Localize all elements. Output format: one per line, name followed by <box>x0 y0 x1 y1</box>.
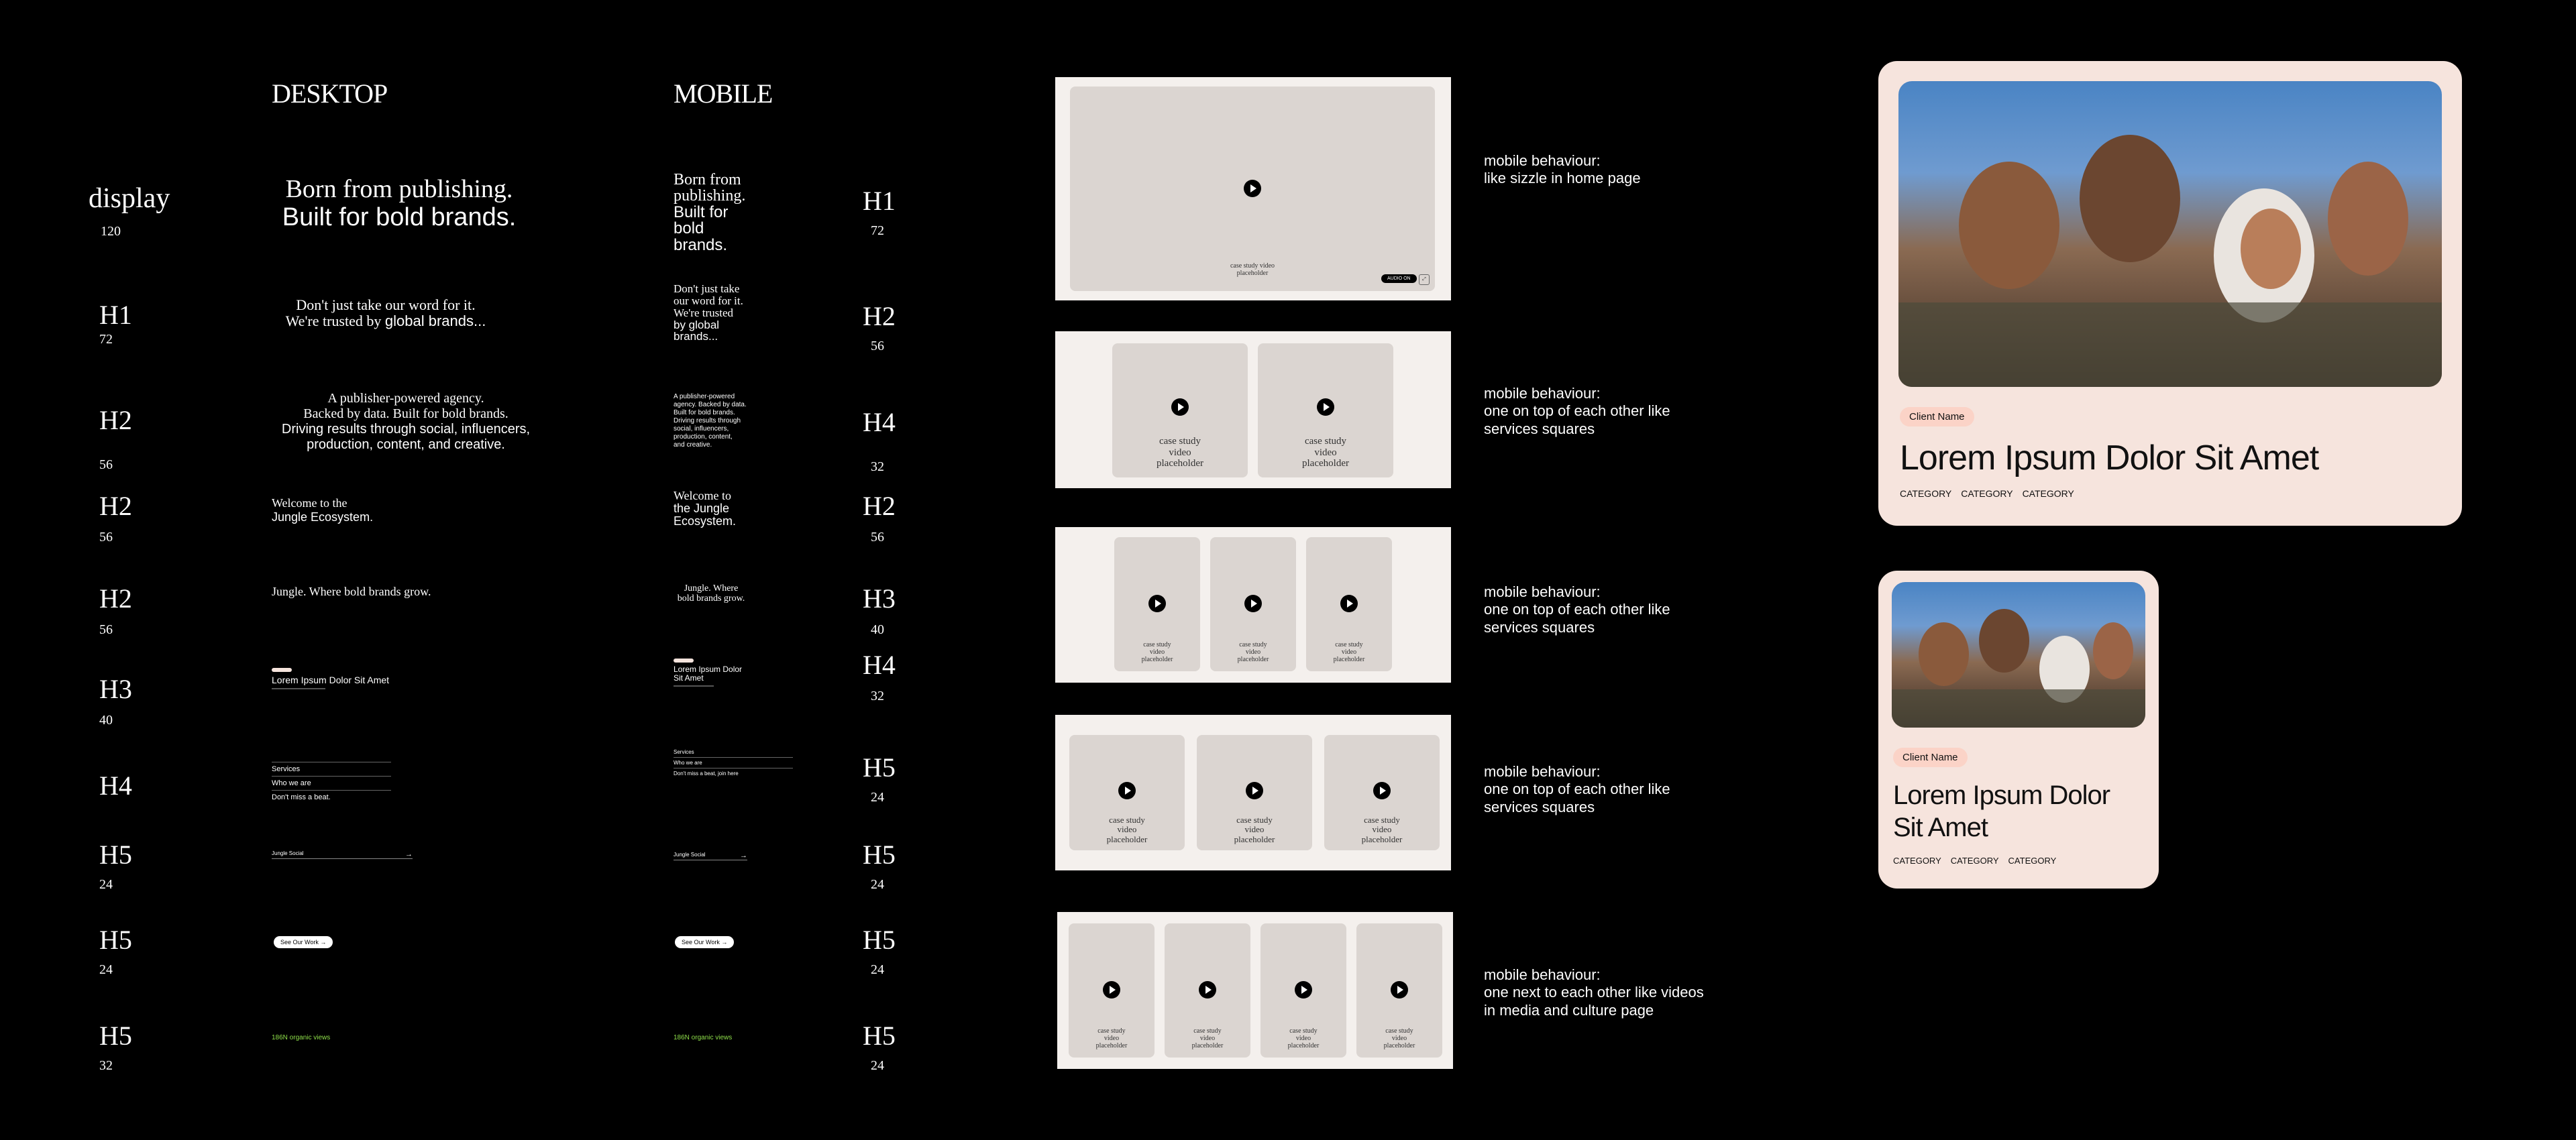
play-icon[interactable] <box>1199 981 1216 999</box>
card-image <box>1898 81 2442 387</box>
agency-line: Driving results through social, influencers, <box>281 422 531 437</box>
behaviour-note <box>1484 385 1670 438</box>
agency-line: Driving results through <box>674 417 741 424</box>
welcome-line: Welcome to the <box>272 496 347 510</box>
mini-categories <box>674 685 714 687</box>
card-title-line: Lorem Ipsum Dolor <box>1893 781 2110 810</box>
label-size: 40 <box>99 713 113 728</box>
label-h3 <box>99 676 132 727</box>
category-tag[interactable]: CATEGORY <box>1961 488 2013 499</box>
hero-line: bold <box>674 219 704 238</box>
welcome-line: Jungle Ecosystem. <box>272 510 374 524</box>
label-name: H5 <box>863 1021 896 1051</box>
video-panel-two <box>1055 331 1451 488</box>
play-icon[interactable] <box>1246 782 1263 799</box>
label-size: 32 <box>871 689 884 703</box>
client-pill: Client Name <box>1893 748 1968 767</box>
arrow-right-icon: → <box>320 939 327 946</box>
label-name: H5 <box>99 925 132 955</box>
welcome-line: Ecosystem. <box>674 514 737 528</box>
label-h5 <box>99 1023 132 1072</box>
photo-subject <box>2328 162 2408 276</box>
video-placeholder[interactable] <box>1324 735 1440 850</box>
label-size: 24 <box>99 877 113 892</box>
category-tag[interactable]: CATEGORY <box>1950 856 1999 866</box>
note-line: services squares <box>1484 618 1595 636</box>
mobile-social-link[interactable] <box>674 852 747 860</box>
note-line: mobile behaviour: <box>1484 385 1601 402</box>
label-size: 56 <box>99 530 113 545</box>
placeholder-text: case study video placeholder <box>1095 1027 1128 1049</box>
label-name: H4 <box>863 407 896 437</box>
label-h2 <box>99 493 132 544</box>
video-placeholder[interactable] <box>1258 343 1393 477</box>
placeholder-text: case study video placeholder <box>1191 1027 1224 1049</box>
trusted-line: our word for it. <box>674 294 743 307</box>
fullscreen-icon[interactable]: ⤢ <box>1419 274 1430 285</box>
mobile-heading: MOBILE <box>674 78 773 109</box>
label-h5 <box>863 1023 896 1072</box>
label-name: H3 <box>863 583 896 614</box>
label-name: H5 <box>863 840 896 870</box>
behaviour-note <box>1484 763 1670 816</box>
case-study-card-small[interactable] <box>1878 571 2159 889</box>
desktop-see-work-button[interactable] <box>274 936 333 948</box>
label-size: 32 <box>871 459 884 474</box>
desktop-tagline: Jungle. Where bold brands grow. <box>272 585 431 598</box>
video-panel-four <box>1057 912 1453 1069</box>
label-h2 <box>99 585 132 636</box>
video-placeholder[interactable] <box>1069 923 1155 1058</box>
label-h5 <box>99 842 132 891</box>
welcome-line: the Jungle <box>674 501 730 515</box>
label-name: H2 <box>99 583 132 614</box>
audio-toggle-button[interactable]: AUDIO ON <box>1381 274 1417 283</box>
label-h4 <box>863 652 896 703</box>
label-h3 <box>863 585 896 636</box>
mobile-menu <box>674 747 793 779</box>
note-line: one on top of each other like <box>1484 781 1670 798</box>
label-size: 24 <box>871 790 884 805</box>
label-size: 56 <box>871 530 884 545</box>
category-tag[interactable]: CATEGORY <box>2008 856 2057 866</box>
label-name: H5 <box>863 752 896 783</box>
photo-clothing <box>1898 302 2442 387</box>
category-tag[interactable]: CATEGORY <box>1893 856 1941 866</box>
trusted-line: brands... <box>674 330 718 343</box>
card-categories <box>1900 488 2084 499</box>
mobile-trusted <box>674 283 743 343</box>
label-size: 24 <box>871 1058 884 1073</box>
video-panel-single <box>1055 77 1451 300</box>
welcome-line: Welcome to <box>674 489 732 502</box>
label-h5 <box>863 927 896 976</box>
placeholder-text: case study video placeholder <box>1106 815 1148 844</box>
label-size: 56 <box>99 457 113 472</box>
video-placeholder[interactable] <box>1069 735 1185 850</box>
desktop-agency <box>272 391 540 453</box>
menu-item-services[interactable]: Services <box>674 749 694 755</box>
photo-subject <box>2080 135 2180 262</box>
trusted-line: Don't just take our word for it. <box>296 296 476 313</box>
photo-clothing <box>1892 689 2145 728</box>
placeholder-text: case study video placeholder <box>1234 815 1275 844</box>
mini-card-title: Lorem Ipsum Dolor Sit Amet <box>272 675 390 685</box>
label-h5 <box>863 842 896 891</box>
label-h2 <box>863 303 896 353</box>
card-title <box>1893 779 2110 844</box>
desktop-stat: 186N organic views <box>272 1034 331 1041</box>
trusted-line: We're trusted <box>674 306 734 319</box>
video-placeholder[interactable] <box>1165 923 1250 1058</box>
mini-client-pill <box>674 659 694 663</box>
card-categories <box>1893 856 2065 866</box>
label-h4 <box>863 409 896 473</box>
agency-line: A publisher-powered <box>674 393 735 400</box>
play-icon[interactable] <box>1244 180 1261 197</box>
mobile-mini-card <box>674 659 742 687</box>
desktop-social-link[interactable] <box>272 850 413 859</box>
play-icon[interactable] <box>1391 981 1408 999</box>
label-size: 24 <box>871 962 884 977</box>
trusted-line: Don't just take <box>674 282 740 295</box>
placeholder-text: case study video placeholder <box>1287 1027 1320 1049</box>
tagline-line: bold brands grow. <box>677 593 745 604</box>
label-name: H4 <box>863 650 896 680</box>
play-icon[interactable] <box>1148 595 1166 612</box>
desktop-heading: DESKTOP <box>272 78 388 109</box>
hero-line: publishing. <box>674 187 746 205</box>
mobile-welcome <box>674 490 736 528</box>
photo-subject <box>1979 609 2029 673</box>
label-size: 40 <box>871 622 884 637</box>
mini-card-title-line: Sit Amet <box>674 673 704 683</box>
agency-line: Built for bold brands. <box>674 409 735 416</box>
arrow-right-icon: → <box>405 850 413 858</box>
label-size: 24 <box>99 962 113 977</box>
menu-item-who-we-are[interactable]: Who we are <box>674 757 793 768</box>
case-study-card-large[interactable] <box>1878 61 2462 526</box>
category-tag[interactable]: CATEGORY <box>1900 488 1952 499</box>
note-line: like sizzle in home page <box>1484 170 1641 187</box>
hero-line: Born from publishing. <box>285 175 513 203</box>
desktop-mini-card <box>272 668 389 689</box>
label-display <box>89 184 170 238</box>
placeholder-text: case study video placeholder <box>1361 815 1403 844</box>
menu-item-services[interactable]: Services <box>272 762 391 776</box>
video-placeholder[interactable] <box>1114 537 1200 671</box>
placeholder-text: case study video placeholder <box>1333 641 1365 663</box>
video-placeholder[interactable] <box>1306 537 1392 671</box>
placeholder-text: case study video placeholder <box>1302 436 1349 469</box>
label-size: 72 <box>871 223 884 238</box>
video-placeholder[interactable] <box>1210 537 1296 671</box>
arrow-right-icon: → <box>721 939 728 946</box>
label-size: 24 <box>871 877 884 892</box>
card-title: Lorem Ipsum Dolor Sit Amet <box>1900 439 2319 477</box>
note-line: mobile behaviour: <box>1484 763 1601 780</box>
label-h1 <box>863 188 896 237</box>
hero-line: Built for <box>674 203 729 221</box>
tagline-line: Jungle. Where <box>684 583 739 593</box>
social-link-label: Jungle Social <box>674 852 706 858</box>
social-link-label: Jungle Social <box>272 850 304 856</box>
agency-line: social, influencers, <box>674 425 729 433</box>
agency-line: Backed by data. Built for bold brands. <box>303 406 508 421</box>
play-icon[interactable] <box>1295 981 1312 999</box>
note-line: one on top of each other like <box>1484 402 1670 420</box>
label-name: H4 <box>99 771 132 801</box>
desktop-trusted <box>272 297 500 329</box>
placeholder-text: case study video placeholder <box>1237 641 1269 663</box>
video-placeholder[interactable] <box>1070 87 1435 291</box>
label-name: H5 <box>99 840 132 870</box>
label-name: H5 <box>863 925 896 955</box>
label-name: H1 <box>99 300 132 330</box>
label-h2 <box>863 493 896 544</box>
note-line: in media and culture page <box>1484 1001 1654 1019</box>
mobile-agency <box>674 393 747 449</box>
note-line: mobile behaviour: <box>1484 966 1601 983</box>
video-placeholder[interactable] <box>1260 923 1346 1058</box>
label-h5 <box>863 754 896 804</box>
label-name: H5 <box>99 1021 132 1051</box>
arrow-right-icon: → <box>740 852 747 860</box>
video-placeholder[interactable] <box>1197 735 1312 850</box>
agency-line: production, content, <box>674 433 733 441</box>
client-pill: Client Name <box>1900 407 1974 426</box>
placeholder-text: case study video placeholder <box>1141 641 1173 663</box>
mini-card-title <box>674 665 742 683</box>
label-h4 <box>99 773 132 799</box>
menu-dont-miss: Don't miss a beat. <box>272 793 331 801</box>
note-line: mobile behaviour: <box>1484 152 1601 169</box>
placeholder-text: case study video placeholder <box>1383 1027 1415 1049</box>
placeholder-text: case study video placeholder <box>1157 436 1203 469</box>
placeholder-text: case study video placeholder <box>1230 262 1275 277</box>
trusted-line: We're trusted by <box>285 312 385 330</box>
label-h5 <box>99 927 132 976</box>
play-icon[interactable] <box>1340 595 1358 612</box>
label-name: display <box>89 183 170 214</box>
label-name: H2 <box>863 301 896 331</box>
agency-line: A publisher-powered agency. <box>327 391 484 406</box>
hero-line: brands. <box>674 235 728 254</box>
play-icon[interactable] <box>1118 782 1136 799</box>
agency-line: and creative. <box>674 441 712 449</box>
card-title-line: Sit Amet <box>1893 813 1988 842</box>
behaviour-note <box>1484 152 1641 188</box>
agency-line: production, content, and creative. <box>307 437 505 452</box>
menu-item-who-we-are[interactable]: Who we are <box>272 776 391 791</box>
note-line: mobile behaviour: <box>1484 583 1601 600</box>
mini-card-title-line: Lorem Ipsum Dolor <box>674 665 743 674</box>
mini-client-pill <box>272 668 292 672</box>
photo-subject <box>2241 209 2301 289</box>
behaviour-note <box>1484 966 1704 1019</box>
label-h1 <box>99 302 132 346</box>
hero-line: Born from <box>674 171 741 188</box>
label-size: 72 <box>99 332 113 347</box>
card-image <box>1892 582 2145 728</box>
note-line: one next to each other like videos <box>1484 984 1704 1001</box>
desktop-welcome <box>272 496 373 524</box>
label-name: H2 <box>99 491 132 521</box>
play-icon[interactable] <box>1103 981 1120 999</box>
hero-line: Built for bold brands. <box>282 203 517 231</box>
video-placeholder[interactable] <box>1356 923 1442 1058</box>
mini-categories <box>272 688 325 689</box>
play-icon[interactable] <box>1317 398 1334 416</box>
agency-line: agency. Backed by data. <box>674 401 747 408</box>
note-line: one on top of each other like <box>1484 601 1670 618</box>
note-line: services squares <box>1484 420 1595 437</box>
trusted-line: by global <box>674 318 720 331</box>
video-placeholder[interactable] <box>1112 343 1248 477</box>
label-size: 56 <box>99 622 113 637</box>
label-size: 56 <box>871 339 884 353</box>
label-name: H2 <box>863 491 896 521</box>
category-tag[interactable]: CATEGORY <box>2022 488 2074 499</box>
video-panel-three-wide <box>1055 715 1451 870</box>
menu-dont-miss: Don't miss a beat, join here <box>674 771 739 777</box>
mobile-hero <box>674 172 745 253</box>
desktop-hero <box>272 176 527 232</box>
label-name: H1 <box>863 186 896 216</box>
mobile-stat: 186N organic views <box>674 1034 733 1041</box>
label-h2 <box>99 407 132 471</box>
photo-subject <box>2093 622 2133 679</box>
video-panel-three <box>1055 527 1451 683</box>
photo-subject <box>1959 162 2059 289</box>
label-name: H3 <box>99 674 132 704</box>
play-icon[interactable] <box>1171 398 1189 416</box>
desktop-menu <box>272 762 391 804</box>
label-size: 32 <box>99 1058 113 1073</box>
play-icon[interactable] <box>1244 595 1262 612</box>
button-label: See Our Work <box>682 939 720 946</box>
label-name: H2 <box>99 405 132 435</box>
trusted-emphasis: global brands... <box>384 312 486 330</box>
mobile-tagline <box>674 584 749 604</box>
note-line: services squares <box>1484 798 1595 815</box>
photo-subject <box>1919 622 1969 686</box>
label-size: 120 <box>101 224 121 239</box>
behaviour-note <box>1484 583 1670 636</box>
play-icon[interactable] <box>1373 782 1391 799</box>
button-label: See Our Work <box>280 939 319 946</box>
mobile-see-work-button[interactable] <box>675 936 734 948</box>
